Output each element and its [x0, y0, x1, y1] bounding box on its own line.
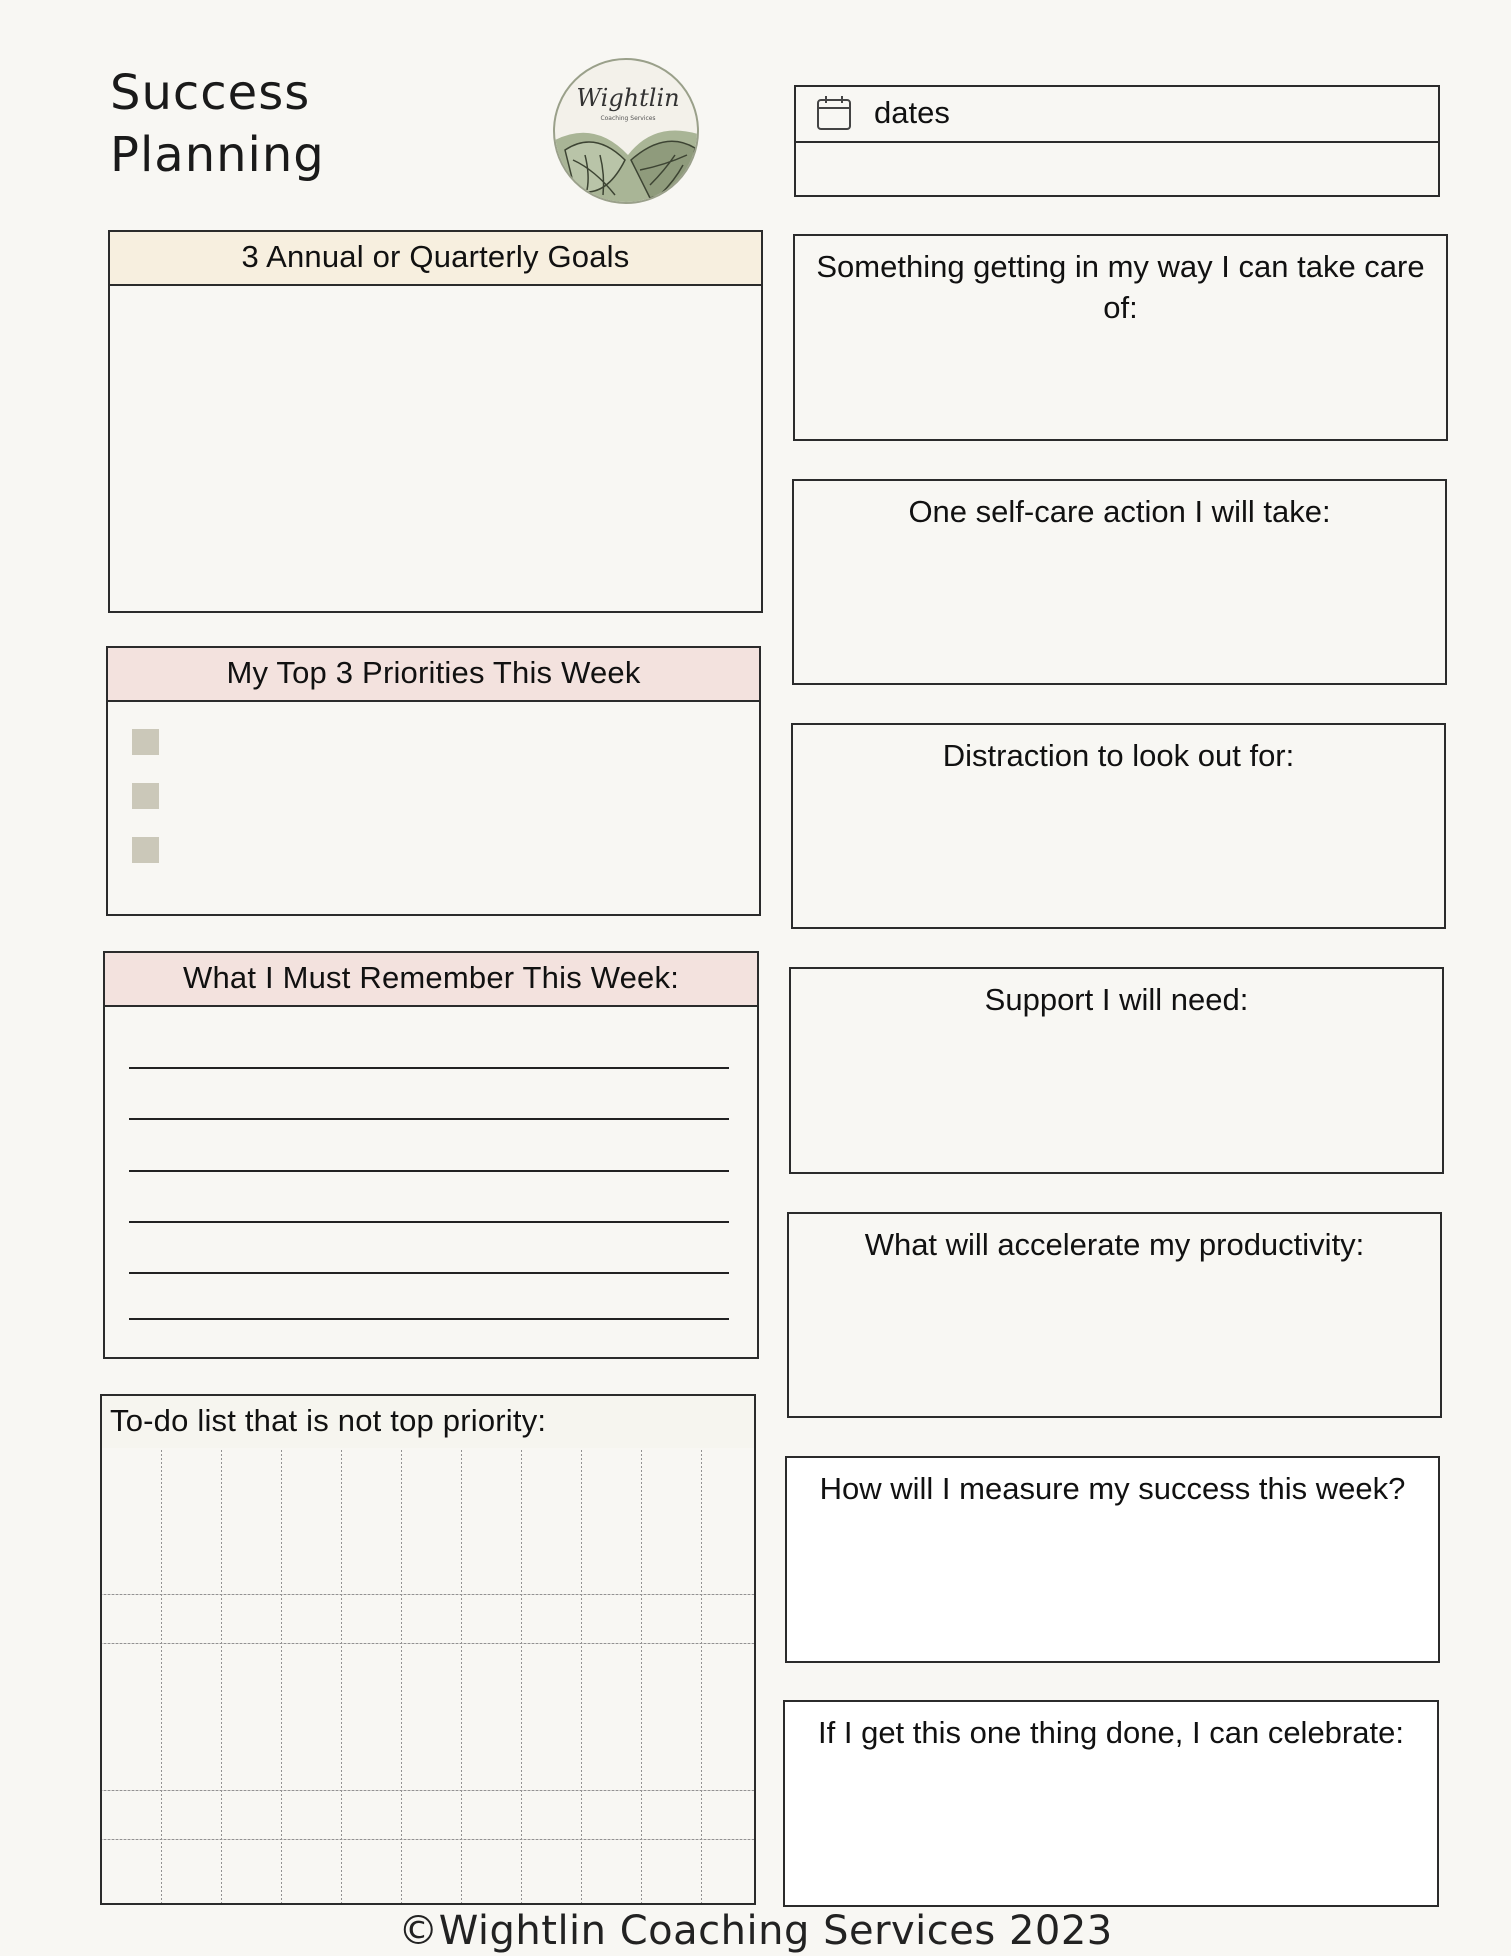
svg-text:Wightlin: Wightlin	[576, 84, 680, 112]
distraction-box[interactable]	[791, 723, 1446, 929]
goals-writing-area[interactable]	[110, 286, 761, 611]
footer-copyright: ©Wightlin Coaching Services 2023	[398, 1908, 1113, 1954]
goals-title: 3 Annual or Quarterly Goals	[110, 232, 761, 286]
remember-line[interactable]	[129, 1067, 729, 1069]
celebrate-title: If I get this one thing done, I can celebrate:	[818, 1715, 1404, 1750]
leaf-icon	[555, 60, 699, 204]
wightlin-logo	[553, 58, 699, 204]
measure-success-box[interactable]	[785, 1456, 1440, 1663]
self-care-title: One self-care action I will take:	[908, 494, 1331, 529]
dates-box	[794, 85, 1440, 197]
support-box[interactable]	[789, 967, 1444, 1174]
priority-checkbox-2[interactable]	[132, 783, 159, 809]
remember-line[interactable]	[129, 1170, 729, 1172]
obstacle-title: Something getting in my way I can take care of:	[816, 249, 1425, 325]
remember-line[interactable]	[129, 1318, 729, 1320]
support-title: Support I will need:	[984, 982, 1249, 1017]
productivity-title: What will accelerate my productivity:	[864, 1227, 1365, 1262]
remember-title: What I Must Remember This Week:	[105, 953, 757, 1007]
remember-line[interactable]	[129, 1221, 729, 1223]
page-title: Success Planning	[110, 65, 325, 183]
todo-title: To-do list that is not top priority:	[102, 1396, 754, 1450]
dates-input[interactable]	[796, 143, 1438, 195]
todo-box	[100, 1394, 756, 1905]
calendar-icon	[816, 95, 852, 131]
obstacle-box[interactable]	[793, 234, 1448, 441]
distraction-title: Distraction to look out for:	[942, 738, 1295, 773]
self-care-box[interactable]	[792, 479, 1447, 685]
svg-text:Coaching Services: Coaching Services	[600, 115, 656, 122]
remember-line[interactable]	[129, 1118, 729, 1120]
priorities-box	[106, 646, 761, 916]
celebrate-box[interactable]	[783, 1700, 1439, 1907]
priorities-title: My Top 3 Priorities This Week	[108, 648, 759, 702]
remember-line[interactable]	[129, 1272, 729, 1274]
measure-success-title: How will I measure my success this week?	[819, 1471, 1406, 1506]
goals-box	[108, 230, 763, 613]
priority-checkbox-3[interactable]	[132, 837, 159, 863]
priority-checkbox-1[interactable]	[132, 729, 159, 755]
dates-label: dates	[874, 95, 950, 130]
productivity-box[interactable]	[787, 1212, 1442, 1418]
remember-box	[103, 951, 759, 1359]
